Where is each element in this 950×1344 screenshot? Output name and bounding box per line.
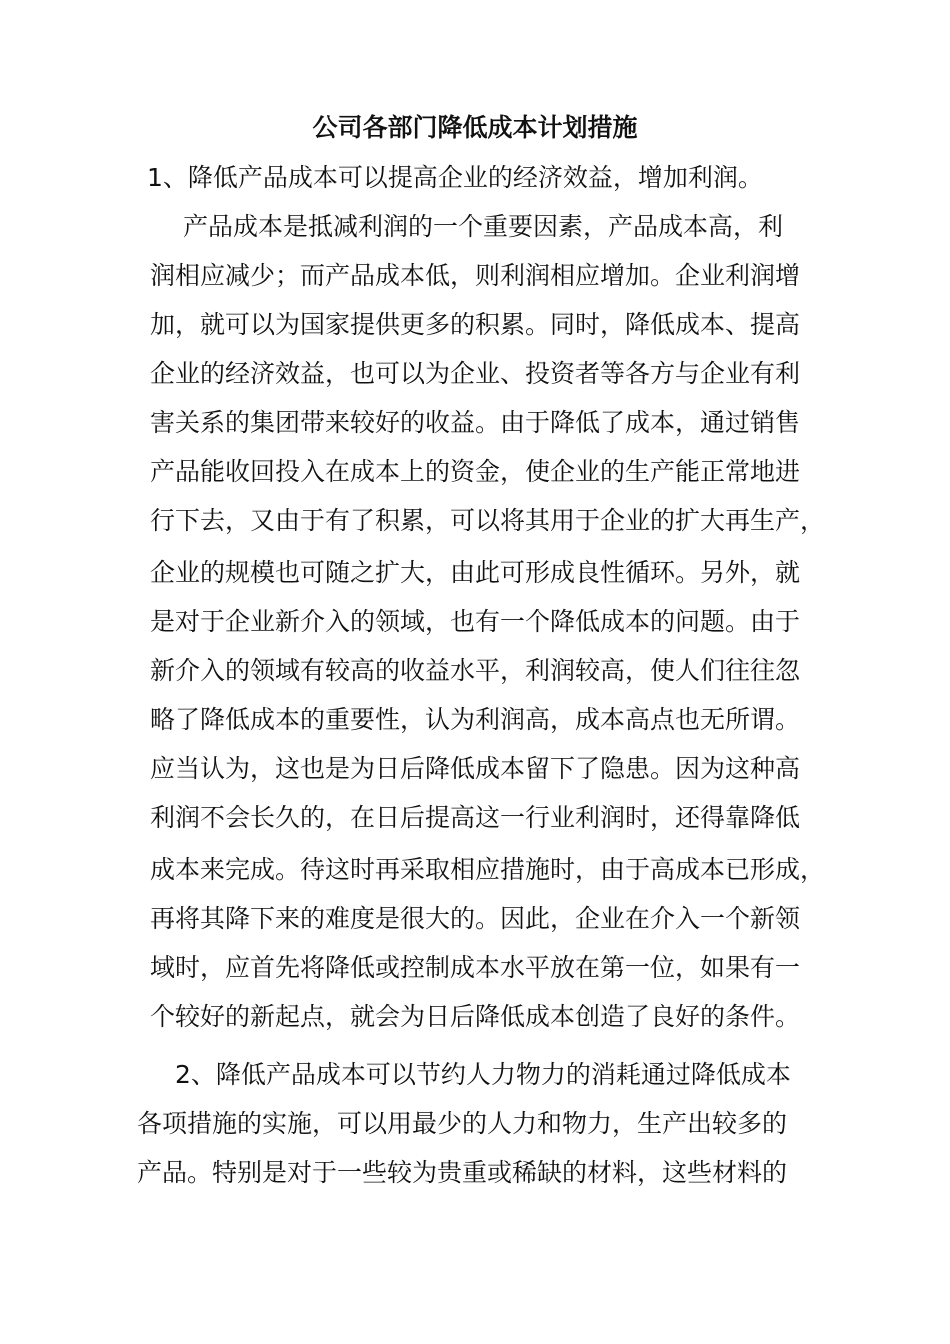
paragraph-line: 域时，应首先将降低或控制成本水平放在第一位，如果有一	[150, 953, 801, 982]
paragraph-line: 新介入的领域有较高的收益水平，利润较高，使人们往往忽	[150, 656, 801, 685]
paragraph-line: 企业的规模也可随之扩大，由此可形成良性循环。另外，就	[150, 558, 801, 587]
paragraph-line: 产品能收回投入在成本上的资金，使企业的生产能正常地进	[150, 457, 801, 486]
paragraph-line: 应当认为，这也是为日后降低成本留下了隐患。因为这种高	[150, 754, 801, 783]
paragraph-line: 产品。特别是对于一些较为贵重或稀缺的材料，这些材料的	[137, 1158, 788, 1187]
paragraph-line: 个较好的新起点，就会为日后降低成本创造了良好的条件。	[150, 1002, 801, 1031]
paragraph-line: 企业的经济效益，也可以为企业、投资者等各方与企业有利	[150, 359, 801, 388]
paragraph-line: 润相应减少；而产品成本低，则利润相应增加。企业利润增	[150, 261, 801, 290]
paragraph-line: 利润不会长久的，在日后提高这一行业利润时，还得靠降低	[150, 803, 801, 832]
paragraph-line: 行下去，又由于有了积累，可以将其用于企业的扩大再生产，	[150, 506, 826, 535]
paragraph-line: 产品成本是抵减利润的一个重要因素，产品成本高，利	[183, 212, 784, 241]
paragraph-line: 再将其降下来的难度是很大的。因此，企业在介入一个新领	[150, 904, 801, 933]
paragraph-line: 各项措施的实施，可以用最少的人力和物力，生产出较多的	[137, 1109, 788, 1138]
paragraph-line: 略了降低成本的重要性，认为利润高，成本高点也无所谓。	[150, 705, 801, 734]
paragraph-line: 害关系的集团带来较好的收益。由于降低了成本，通过销售	[150, 408, 801, 437]
paragraph-line: 加，就可以为国家提供更多的积累。同时，降低成本、提高	[150, 310, 801, 339]
paragraph-line: 成本来完成。待这时再采取相应措施时，由于高成本已形成，	[150, 855, 826, 884]
paragraph-line: 2、降低产品成本可以节约人力物力的消耗通过降低成本	[175, 1060, 791, 1089]
paragraph-line: 是对于企业新介入的领域，也有一个降低成本的问题。由于	[150, 607, 801, 636]
document-title: 公司各部门降低成本计划措施	[312, 113, 638, 142]
section-heading-1: 1、降低产品成本可以提高企业的经济效益，增加利润。	[147, 163, 763, 192]
